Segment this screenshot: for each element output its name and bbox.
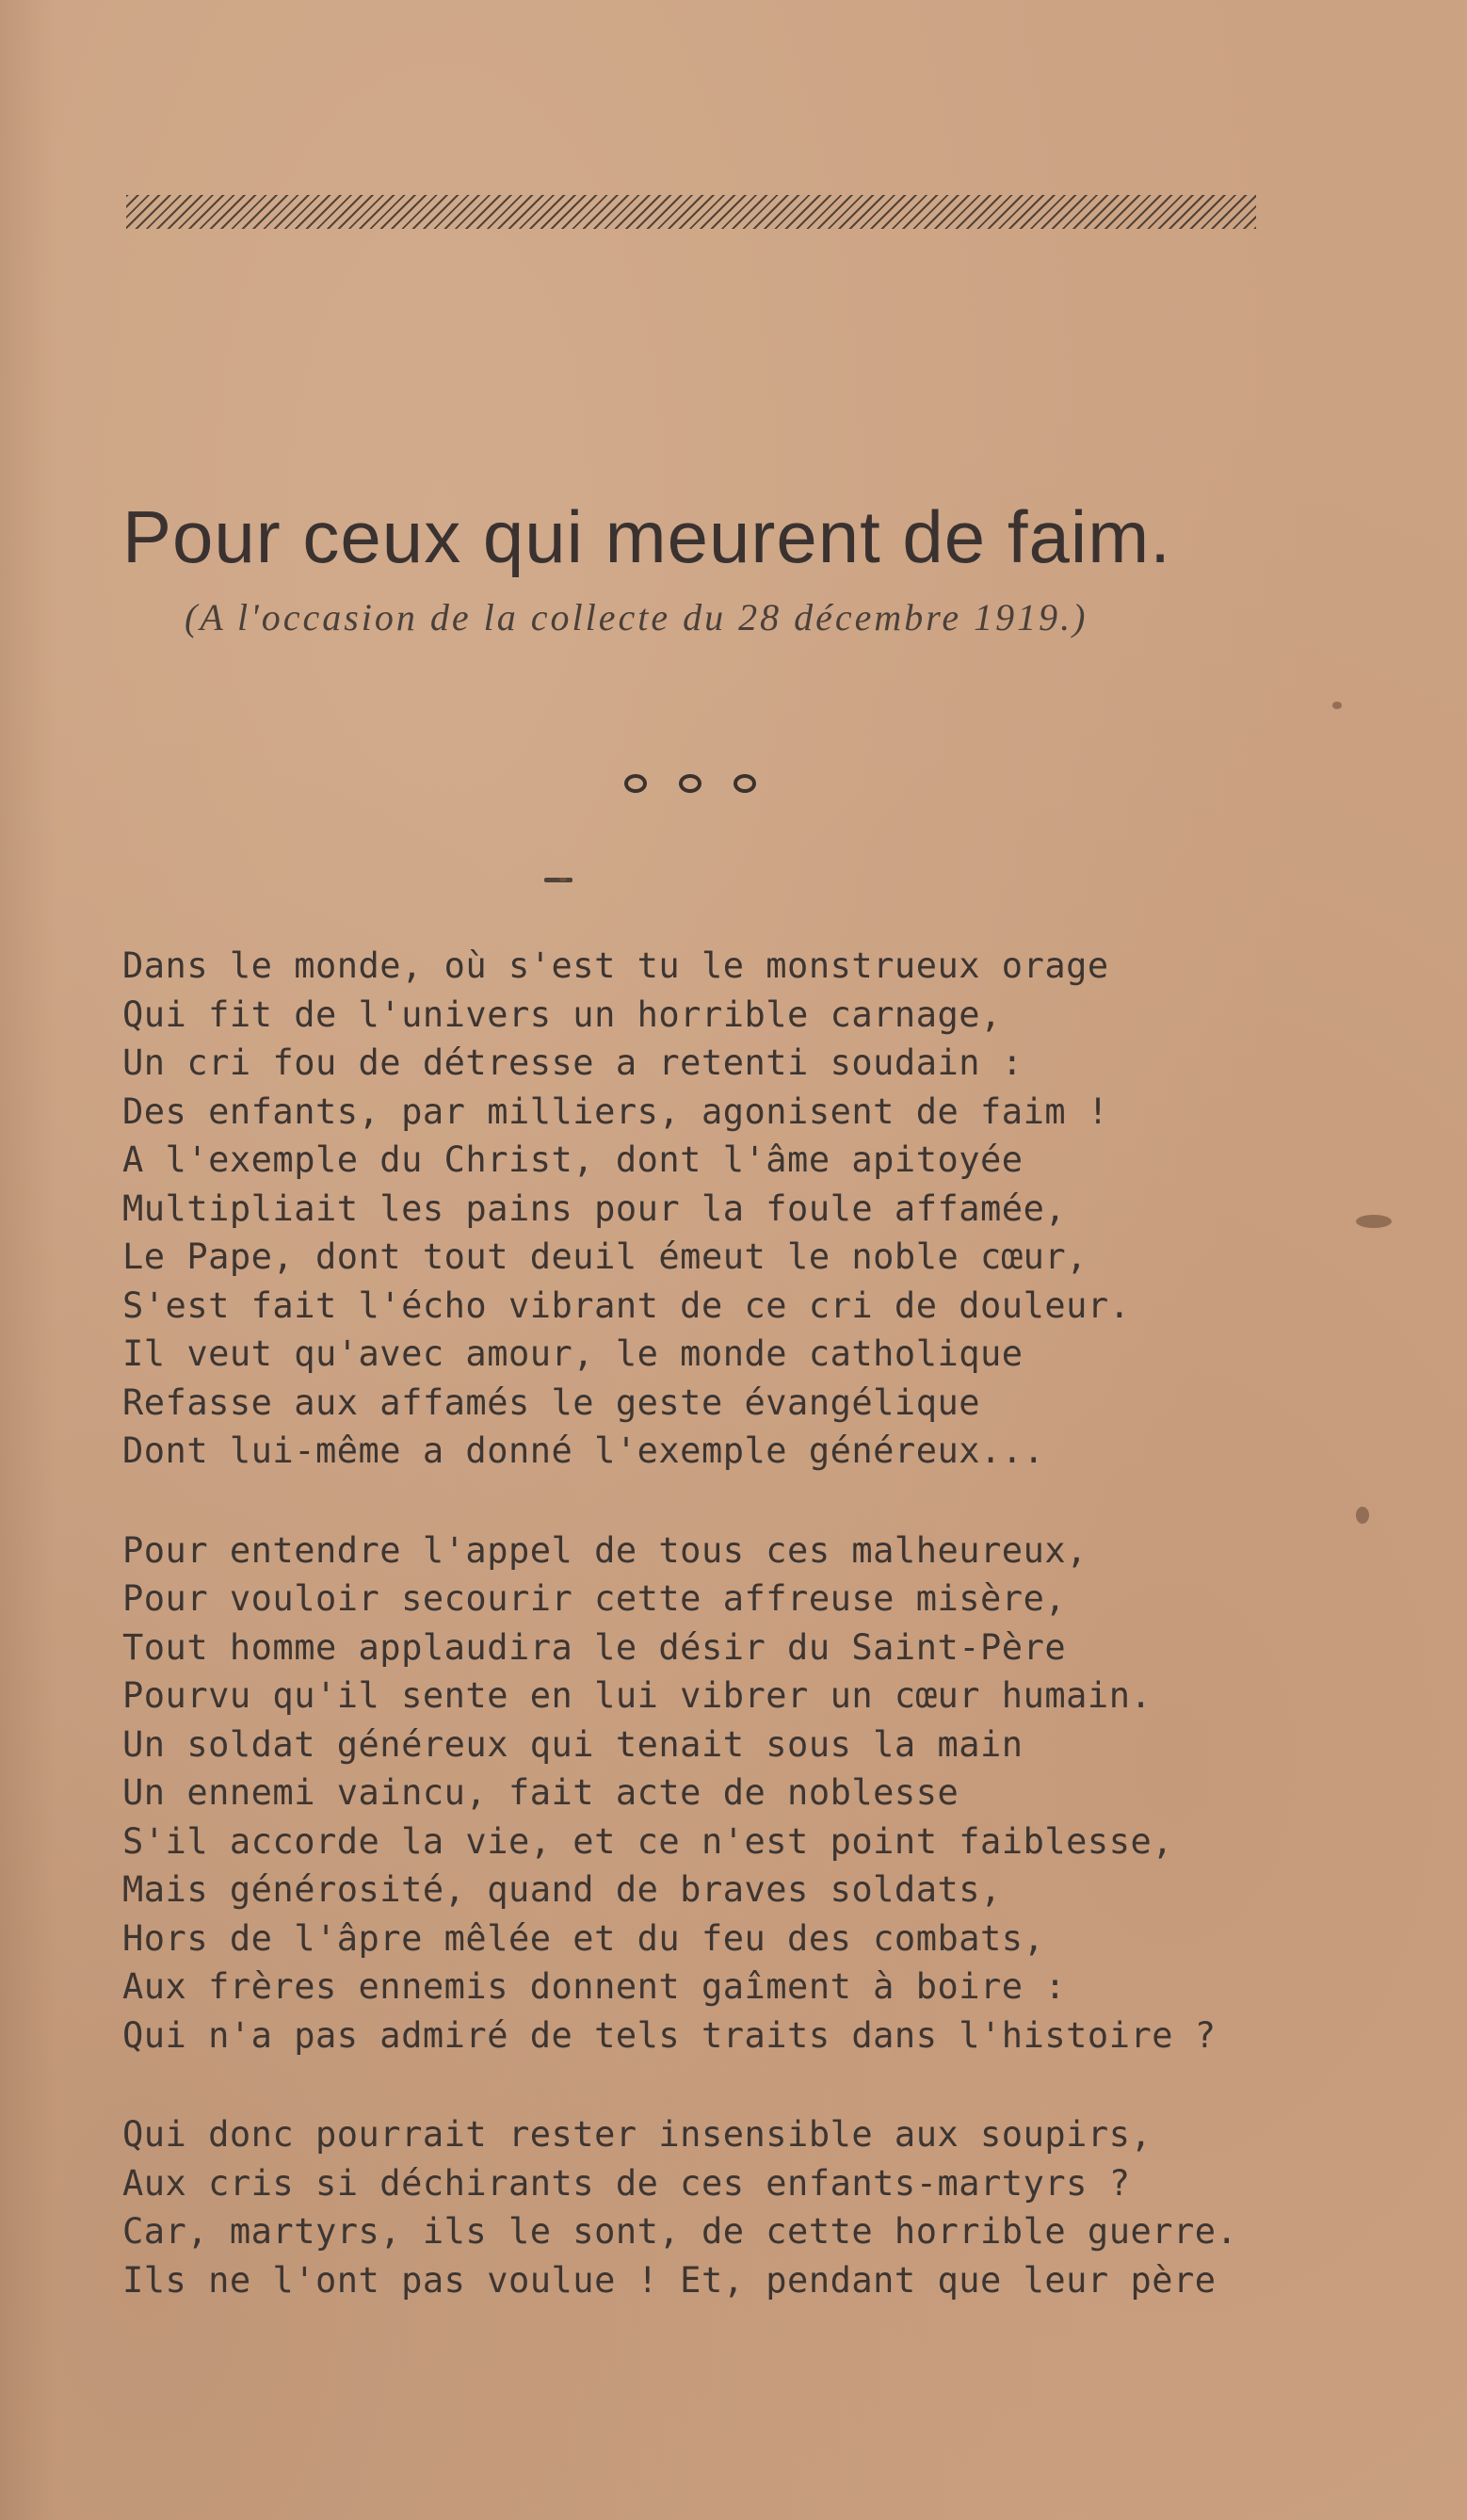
verse-line: Hors de l'âpre mêlée et du feu des combats, bbox=[122, 1917, 1045, 1959]
verse-line: Car, martyrs, ils le sont, de cette horrible guerre. bbox=[122, 2211, 1238, 2252]
paper-stain bbox=[1332, 702, 1342, 709]
verse-line: Un soldat généreux qui tenait sous la main bbox=[122, 1723, 1024, 1765]
verse-line: Aux cris si déchirants de ces enfants-martyrs ? bbox=[122, 2162, 1131, 2204]
poem-subtitle: (A l'occasion de la collecte du 28 décembre 1919.) bbox=[185, 596, 1088, 638]
verse-line: Tout homme applaudira le désir du Saint-Père bbox=[122, 1626, 1067, 1668]
stanza-1 bbox=[122, 942, 1346, 1476]
short-dash-ornament bbox=[544, 878, 572, 882]
verse-line: Des enfants, par milliers, agonisent de faim ! bbox=[122, 1090, 1109, 1132]
paper-stain bbox=[1356, 1215, 1392, 1228]
three-dots-ornament bbox=[624, 774, 756, 793]
ornament-circle bbox=[679, 774, 701, 793]
verse-line: Aux frères ennemis donnent gaîment à boire : bbox=[122, 1966, 1067, 2007]
verse-line: Refasse aux affamés le geste évangélique bbox=[122, 1381, 981, 1423]
verse-line: Dans le monde, où s'est tu le monstrueux orage bbox=[122, 945, 1109, 986]
verse-line: Pour vouloir secourir cette affreuse misère, bbox=[122, 1578, 1067, 1619]
verse-line: Dont lui-même a donné l'exemple généreux... bbox=[122, 1430, 1045, 1471]
verse-line: Qui fit de l'univers un horrible carnage, bbox=[122, 993, 1002, 1035]
decorative-hatched-border bbox=[126, 195, 1256, 229]
verse-line: Pourvu qu'il sente en lui vibrer un cœur humain. bbox=[122, 1675, 1153, 1716]
verse-line: Un cri fou de détresse a retenti soudain : bbox=[122, 1042, 1024, 1083]
ornament-circle bbox=[624, 774, 647, 793]
verse-line: Mais générosité, quand de braves soldats, bbox=[122, 1869, 1002, 1910]
poem-title: Pour ceux qui meurent de faim. bbox=[122, 495, 1171, 578]
stanza-2 bbox=[122, 1527, 1346, 2060]
verse-line: Il veut qu'avec amour, le monde catholique bbox=[122, 1333, 1024, 1374]
stanza-3 bbox=[122, 2110, 1346, 2304]
verse-line: Multipliait les pains pour la foule affamée, bbox=[122, 1187, 1067, 1229]
verse-line: Pour entendre l'appel de tous ces malheureux, bbox=[122, 1529, 1088, 1571]
verse-line: S'est fait l'écho vibrant de ce cri de douleur. bbox=[122, 1284, 1131, 1326]
verse-line: Qui n'a pas admiré de tels traits dans l'histoire ? bbox=[122, 2014, 1217, 2056]
verse-line: Un ennemi vaincu, fait acte de noblesse bbox=[122, 1772, 959, 1813]
poem-body bbox=[122, 942, 1346, 2355]
verse-line: A l'exemple du Christ, dont l'âme apitoyée bbox=[122, 1139, 1024, 1180]
paper-stain bbox=[1356, 1507, 1369, 1524]
verse-line: Le Pape, dont tout deuil émeut le noble cœur, bbox=[122, 1236, 1088, 1277]
verse-line: Ils ne l'ont pas voulue ! Et, pendant que leur père bbox=[122, 2259, 1217, 2301]
verse-line: S'il accorde la vie, et ce n'est point faiblesse, bbox=[122, 1820, 1174, 1862]
verse-line: Qui donc pourrait rester insensible aux soupirs, bbox=[122, 2114, 1153, 2155]
paper-stain bbox=[559, 878, 567, 881]
ornament-circle bbox=[734, 774, 756, 793]
